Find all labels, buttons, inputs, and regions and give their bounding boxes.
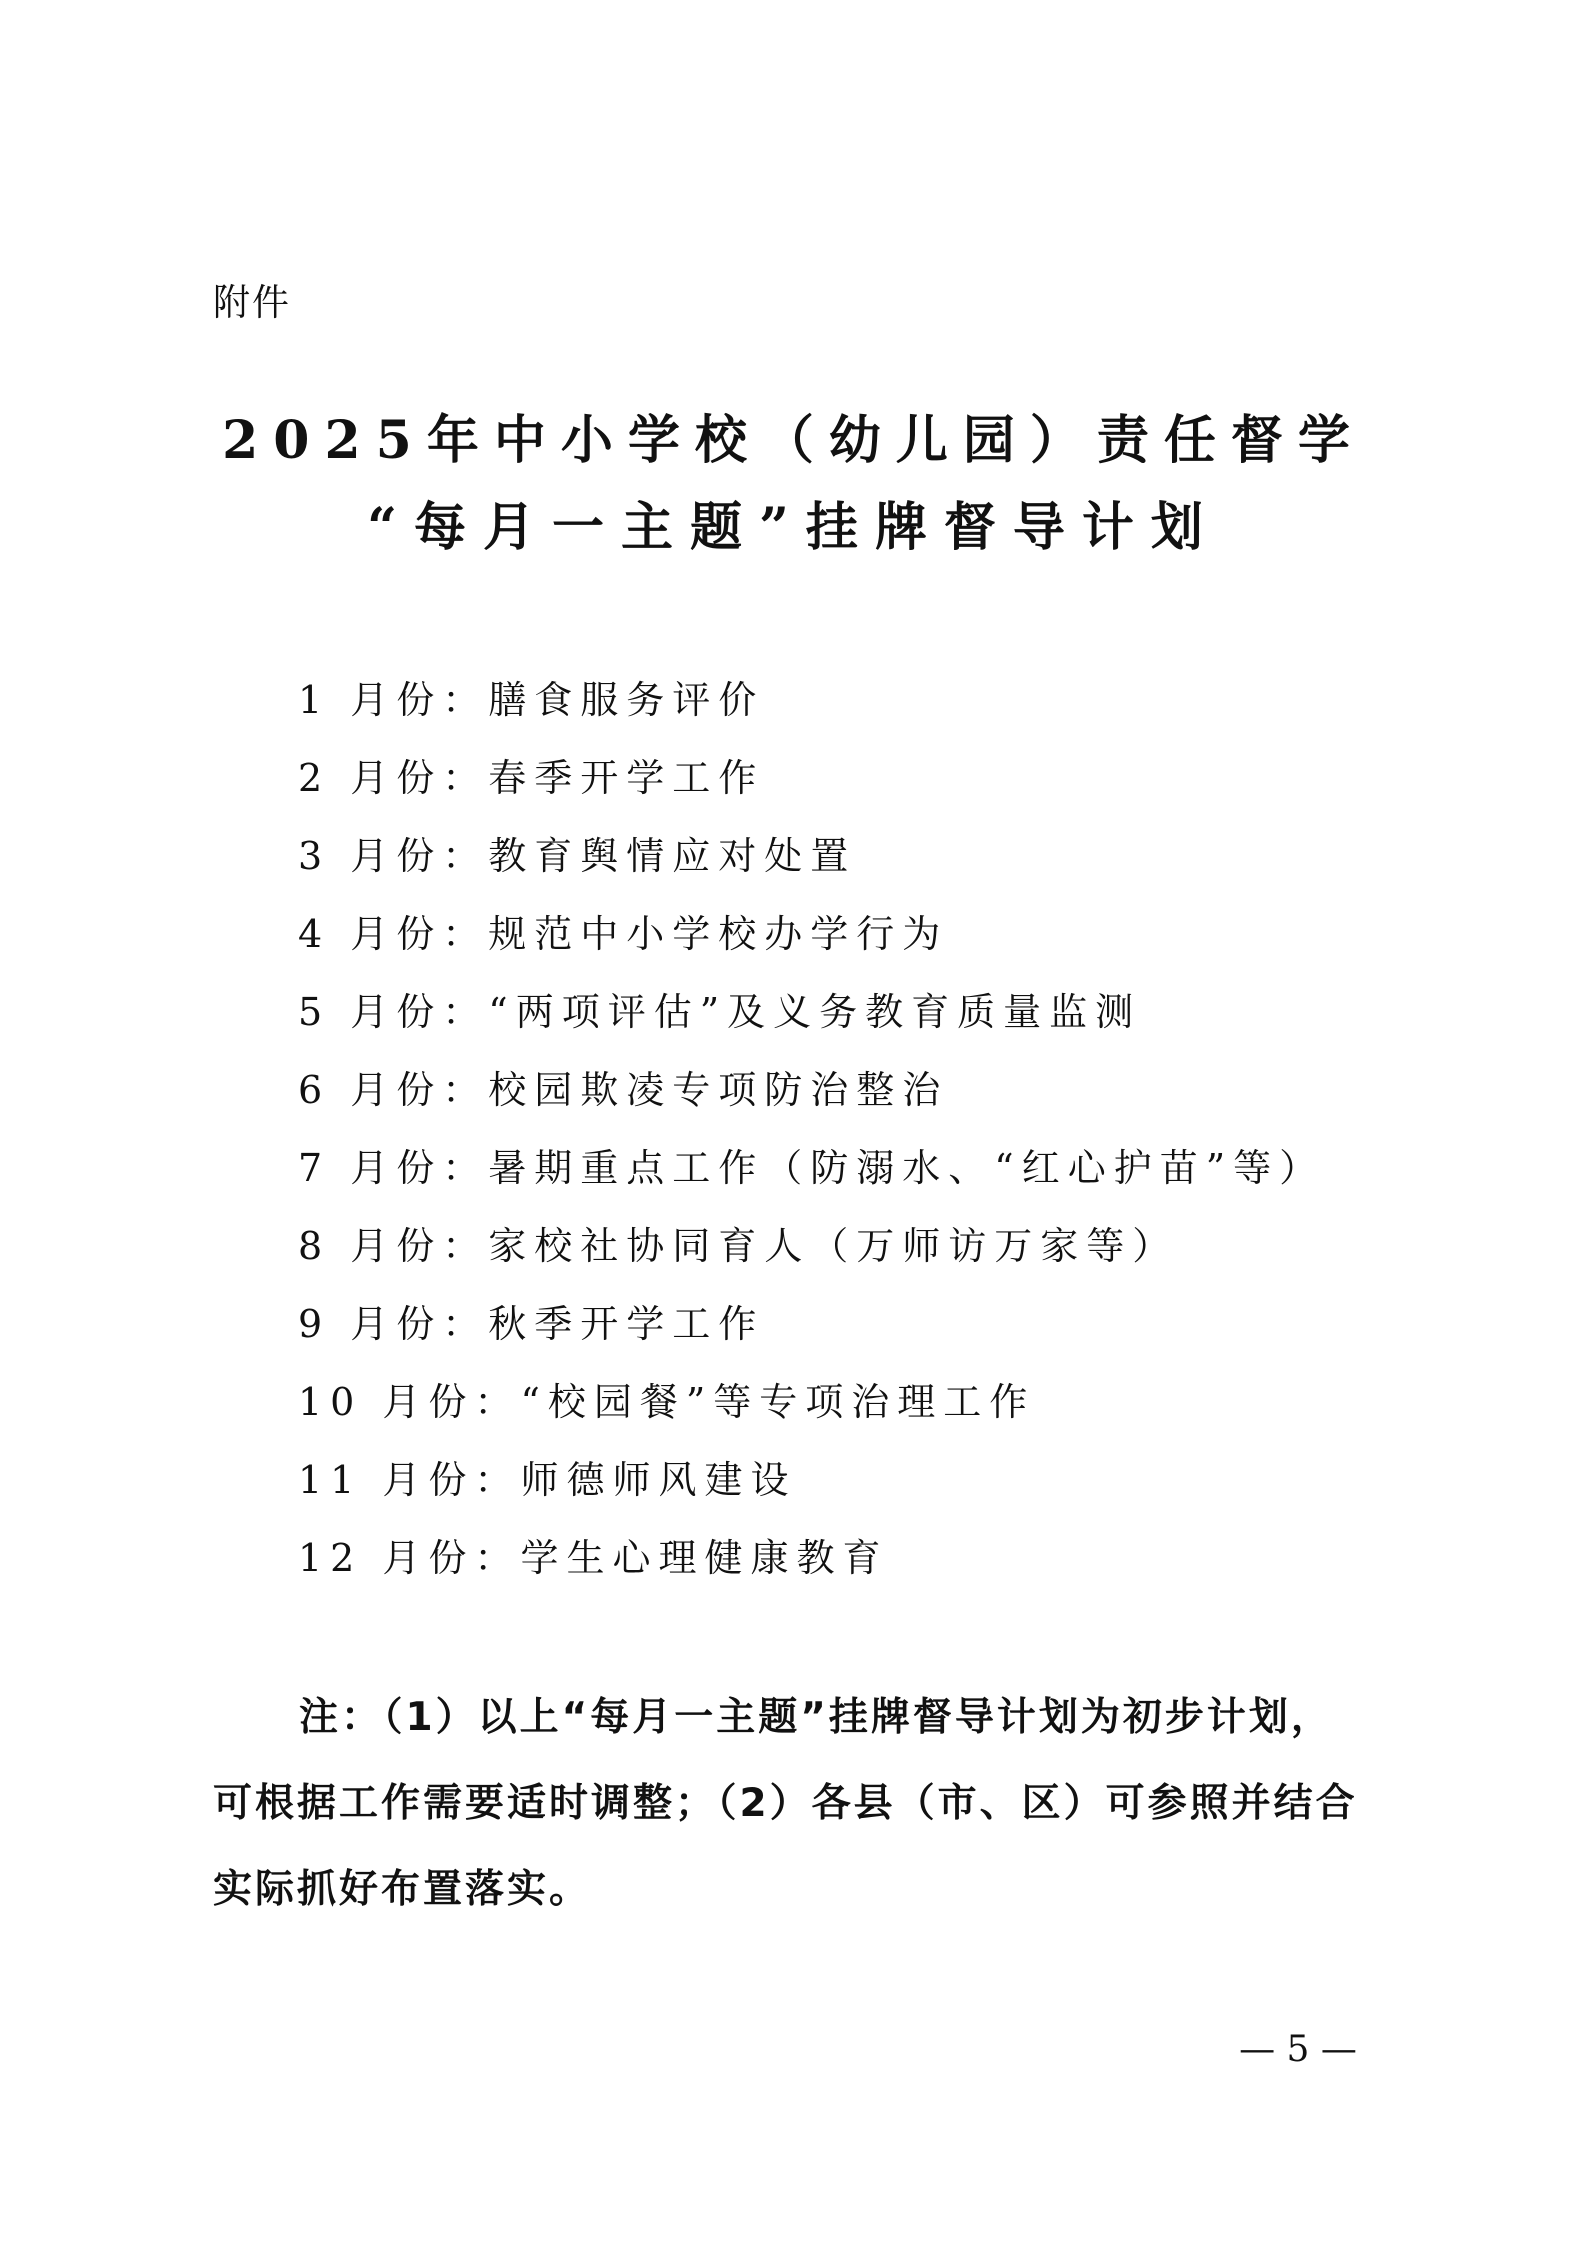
month-topic: 春季开学工作 xyxy=(488,756,765,800)
month-topic: 学生心理健康教育 xyxy=(520,1536,889,1580)
month-item-5 xyxy=(298,977,1325,1055)
month-label: 10 月份： xyxy=(298,1380,521,1424)
month-item-6 xyxy=(298,1055,1325,1133)
month-item-9 xyxy=(298,1289,1325,1367)
note-paragraph xyxy=(213,1675,1393,1933)
month-label: 9 月份： xyxy=(298,1302,489,1346)
month-item-3 xyxy=(298,821,1325,899)
month-topic: 膳食服务评价 xyxy=(488,678,765,722)
month-topic: 校园欺凌专项防治整治 xyxy=(488,1068,949,1112)
month-label: 8 月份： xyxy=(298,1224,489,1268)
monthly-topic-list xyxy=(298,665,1325,1601)
month-item-11 xyxy=(298,1445,1325,1523)
month-topic: “校园餐”等专项治理工作 xyxy=(520,1380,1036,1424)
month-label: 11 月份： xyxy=(298,1458,521,1502)
note-line: 实际抓好布置落实。 xyxy=(213,1867,592,1912)
month-topic: 规范中小学校办学行为 xyxy=(488,912,949,956)
month-label: 5 月份： xyxy=(298,990,489,1034)
page-title-line-1: 2025年中小学校（幼儿园）责任督学 xyxy=(222,410,1365,471)
month-item-4 xyxy=(298,899,1325,977)
month-label: 1 月份： xyxy=(298,678,489,722)
month-label: 3 月份： xyxy=(298,834,489,878)
month-label: 2 月份： xyxy=(298,756,489,800)
note-line: 可根据工作需要适时调整；（2）各县（市、区）可参照并结合 xyxy=(213,1781,1358,1826)
page-title-line-2: “每月一主题”挂牌督导计划 xyxy=(367,497,1220,558)
month-topic: 家校社协同育人（万师访万家等） xyxy=(488,1224,1179,1268)
month-topic: 教育舆情应对处置 xyxy=(488,834,857,878)
month-item-8 xyxy=(298,1211,1325,1289)
month-label: 6 月份： xyxy=(298,1068,489,1112)
month-topic: 秋季开学工作 xyxy=(488,1302,765,1346)
month-label: 12 月份： xyxy=(298,1536,521,1580)
attachment-label: 附件 xyxy=(213,281,291,324)
month-item-7 xyxy=(298,1133,1325,1211)
month-label: 7 月份： xyxy=(298,1146,489,1190)
month-item-2 xyxy=(298,743,1325,821)
month-topic: 师德师风建设 xyxy=(520,1458,797,1502)
month-item-10 xyxy=(298,1367,1325,1445)
month-item-1 xyxy=(298,665,1325,743)
month-label: 4 月份： xyxy=(298,912,489,956)
note-line: 注：（1）以上“每月一主题”挂牌督导计划为初步计划， xyxy=(299,1695,1333,1740)
month-topic: “两项评估”及义务教育质量监测 xyxy=(488,990,1142,1034)
month-item-12 xyxy=(298,1523,1325,1601)
page-number: — 5 — xyxy=(1239,2029,1357,2070)
month-topic: 暑期重点工作（防溺水、“红心护苗”等） xyxy=(488,1146,1326,1190)
